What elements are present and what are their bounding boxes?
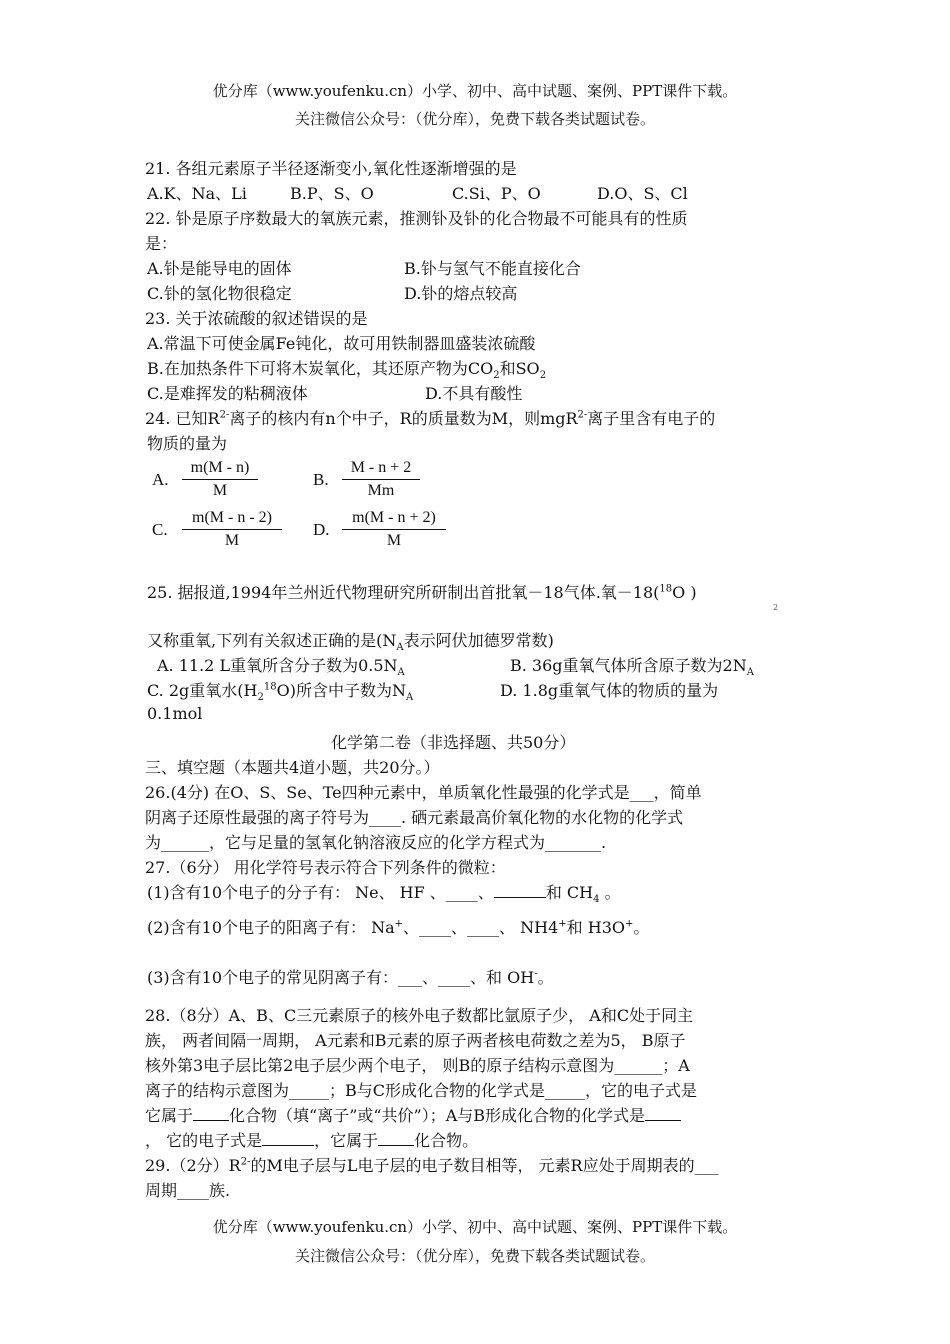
q22-option-c: C.钋的氢化物很稳定	[147, 284, 292, 303]
q27-line-1	[147, 880, 621, 905]
q27-line-2b: 、____、____、 NH4	[403, 918, 559, 937]
q28-line-6a: ， 它的电子式是	[145, 1131, 263, 1150]
q24-stem-a: 24. 已知R	[145, 409, 220, 428]
q22-stem-1: 22. 钋是原子序数最大的氧族元素，推测钋及钋的化合物最不可能具有的性质	[145, 209, 688, 228]
q23-option-b	[147, 356, 546, 381]
q24-option-d-denominator: M	[386, 532, 402, 549]
q24-option-a-fraction	[182, 459, 258, 500]
q25-stem-2	[147, 628, 554, 653]
q28-line-6c: 化合物。	[414, 1131, 479, 1150]
q24-option-d-numerator: m(M - n + 2)	[342, 509, 446, 530]
q24-stem-c: 离子里含有电子的	[587, 409, 716, 428]
q28-line-6b: ，它属于	[314, 1131, 379, 1150]
q28-line-3: 核外第3电子层比第2电子层少两个电子， 则B的原子结构示意图为______；A	[145, 1056, 690, 1075]
q27-line-2-sup: +	[394, 918, 404, 930]
q26-line-2: 阴离子还原性最强的离子符号为____. 硒元素最高价氧化物的水化物的化学式	[145, 808, 684, 827]
q25-stem-2-sub: A	[396, 642, 404, 654]
q25-option-c-text-a: C. 2g重氧水(H	[147, 681, 258, 700]
q25-option-c-sub-2: A	[405, 692, 414, 704]
q26-line-3: 为______，它与足量的氢氧化钠溶液反应的化学方程式为_______.	[145, 833, 607, 852]
q24-sup-1: 2-	[219, 409, 230, 421]
q24-option-b-label: B.	[313, 470, 329, 489]
q26-line-1: 26.(4分) 在O、S、Se、Te四种元素中，单质氧化性最强的化学式是___，简单	[145, 783, 702, 802]
q28-line-5a: 它属于	[145, 1106, 194, 1125]
q29-line-2: 周期____族.	[145, 1181, 231, 1200]
q25-option-a-text: A. 11.2 L重氧所含分子数为0.5N	[157, 656, 398, 675]
q24-option-c-fraction	[182, 509, 282, 550]
q24-option-c-label: C.	[152, 520, 168, 539]
part2-section: 三、填空题（本题共4道小题，共20分。）	[145, 758, 440, 777]
q25-option-c-sup: 18	[263, 681, 277, 693]
q24-stem-2: 物质的量为	[147, 434, 228, 453]
q23-option-b-prefix: B.在加热条件下可将木炭氧化，其还原产物为CO	[147, 359, 494, 378]
q27-blank-underline	[494, 883, 546, 898]
q28-blank-4	[378, 1131, 414, 1146]
q24-option-d-fraction	[342, 509, 446, 550]
q28-blank-2	[645, 1106, 681, 1121]
q24-option-c-numerator: m(M - n - 2)	[182, 509, 282, 530]
q21-option-c: C.Si、P、O	[452, 184, 541, 203]
q24-option-c-denominator: M	[224, 532, 240, 549]
q23-sub-2: 2	[539, 370, 547, 382]
q27-line-3a: (3)含有10个电子的常见阴离子有：___、____、和 OH	[147, 968, 535, 987]
q28-line-4: 离子的结构示意图为_____；B与C形成化合物的化学式是_____，它的电子式是	[145, 1081, 698, 1100]
q27-line-1-sub: 4	[593, 894, 600, 906]
q22-option-a: A.钋是能导电的固体	[147, 259, 292, 278]
q27-stem: 27.（6分） 用化学符号表示符合下列条件的微粒：	[145, 858, 506, 877]
q22-option-d: D.钋的熔点较高	[404, 284, 518, 303]
q28-line-1: 28.（8分）A、B、C三元素原子的核外电子数都比氩原子少， A和C处于同主	[145, 1006, 694, 1025]
header-line-2: 关注微信公众号：（优分库），免费下载各类试题试卷。	[294, 110, 655, 128]
q25-sup: 18	[659, 583, 673, 595]
q21-stem: 21. 各组元素原子半径逐渐变小,氧化性逐渐增强的是	[145, 159, 517, 178]
q25-option-a	[157, 653, 405, 678]
q27-line-1a: (1)含有10个电子的分子有： Ne、 HF 、____、	[147, 883, 494, 902]
q23-option-c: C.是难挥发的粘稠液体	[147, 384, 308, 403]
q25-stem-1	[147, 580, 697, 603]
q28-line-2: 族， 两者间隔一周期， A元素和B元素的原子两者核电荷数之差为5， B原子	[145, 1031, 686, 1050]
q25-stem-2a: 又称重氧,下列有关叙述正确的是(N	[147, 631, 397, 650]
q27-line-2d: 。	[633, 918, 650, 937]
q29-line-1b: 的M电子层与L电子层的电子数目相等， 元素R应处于周期表的___	[250, 1156, 719, 1175]
footer-line-1: 优分库（www.youfenku.cn）小学、初中、高中试题、案例、PPT课件下载。	[212, 1218, 738, 1236]
q27-line-2	[147, 915, 649, 938]
q24-option-b-numerator: M - n + 2	[342, 459, 420, 480]
q25-option-d-cont: 0.1mol	[147, 704, 203, 723]
q25-option-a-sub: A	[397, 667, 405, 679]
header-line-1: 优分库（www.youfenku.cn）小学、初中、高中试题、案例、PPT课件下载。	[212, 82, 738, 100]
q22-option-b: B.钋与氢气不能直接化合	[404, 259, 581, 278]
q28-line-5	[145, 1103, 681, 1126]
q24-stem-b: 离子的核内有n个中子，R的质量数为M，则mgR	[229, 409, 578, 428]
q25-stem-2b: 表示阿伏加德罗常数)	[403, 631, 554, 650]
q25-option-b	[510, 653, 754, 678]
q25-stem-b: O )	[672, 583, 697, 602]
q25-option-d: D. 1.8g重氧气体的物质的量为	[500, 681, 719, 700]
q23-option-d: D.不具有酸性	[425, 384, 523, 403]
q27-line-3	[147, 965, 554, 988]
q29-line-1	[145, 1153, 719, 1176]
q21-option-a: A.K、Na、Li	[147, 184, 247, 203]
q27-line-2a: (2)含有10个电子的阳离子有： Na	[147, 918, 395, 937]
q24-option-b-fraction	[342, 459, 420, 500]
q23-option-b-mid: 和SO	[499, 359, 540, 378]
q25-option-b-text: B. 36g重氧气体所含原子数为2N	[510, 656, 747, 675]
q24-sup-2: 2-	[577, 409, 588, 421]
q25-stem-a: 25. 据报道,1994年兰州近代物理研究所研制出首批氧－18气体.氧－18(	[147, 583, 660, 602]
q25-option-c-text-b: O)所含中子数为N	[276, 681, 406, 700]
q25-option-c	[147, 678, 413, 703]
q25-tiny-subscript: 2	[773, 603, 779, 612]
q28-line-6	[145, 1128, 478, 1151]
footer-line-2: 关注微信公众号：（优分库），免费下载各类试题试卷。	[294, 1247, 655, 1265]
q27-line-2c: 和 H3O	[566, 918, 626, 937]
part2-title: 化学第二卷（非选择题、共50分）	[331, 733, 576, 752]
q24-option-a-denominator: M	[212, 482, 228, 499]
q25-option-c-sub: 2	[257, 692, 264, 704]
q22-stem-2: 是：	[145, 234, 178, 253]
q23-sub-1: 2	[493, 370, 500, 382]
q21-option-d: D.O、S、Cl	[597, 184, 688, 203]
q23-option-a: A.常温下可使金属Fe钝化，故可用铁制器皿盛装浓硫酸	[147, 334, 536, 353]
q24-option-b-denominator: Mm	[367, 482, 395, 499]
q27-line-3-sup: -	[534, 968, 538, 980]
q25-option-b-sub: A	[746, 667, 754, 679]
q28-blank-3	[262, 1131, 314, 1146]
q24-option-a-numerator: m(M - n)	[182, 459, 258, 480]
q28-line-5b: 化合物（填“离子”或“共价”）；A与B形成化合物的化学式是	[229, 1106, 646, 1125]
q27-line-1c: 。	[599, 883, 621, 902]
q27-line-2-sup-3: +	[625, 918, 634, 930]
q27-line-2-sup-2: +	[558, 918, 567, 930]
q24-stem-1	[145, 406, 715, 429]
q29-line-1-sup: 2-	[240, 1156, 251, 1168]
q24-option-d-label: D.	[313, 520, 330, 539]
q21-option-b: B.P、S、O	[290, 184, 374, 203]
q23-stem: 23. 关于浓硫酸的叙述错误的是	[145, 309, 368, 328]
q28-blank-1	[193, 1106, 229, 1121]
q27-line-3b: 。	[537, 968, 554, 987]
q29-line-1a: 29.（2分）R	[145, 1156, 241, 1175]
q27-line-1b: 和 CH	[545, 883, 594, 902]
q24-option-a-label: A.	[152, 470, 169, 489]
